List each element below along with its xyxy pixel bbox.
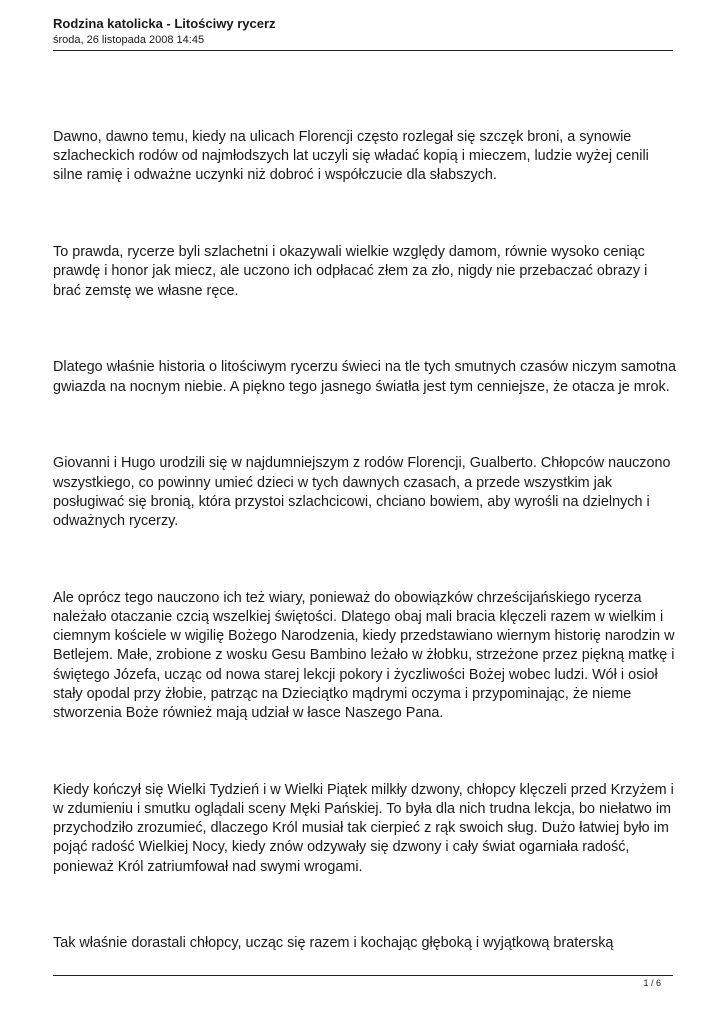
page-number: 1 / 6 bbox=[643, 978, 661, 988]
paragraph: Kiedy kończył się Wielki Tydzień i w Wielki Piątek milkły dzwony, chłopcy klęczeli przed Krzyżem i w zdumieniu i smutku oglądali sceny Męki Pańskiej. To była dla nich trudna lekcja, bo niełatwo im przychodziło zrozumieć, dlaczego Król musiał tak cierpieć z rąk swoich sług. Dużo łatwiej było im pojąć radość Wielkiej Nocy, kiedy znów odzywały się dzwony i cały świat ogarniała radość, ponieważ Król zatriumfował nad swymi wrogami. bbox=[53, 781, 674, 875]
footer-divider bbox=[53, 975, 673, 976]
header-divider bbox=[53, 50, 673, 51]
page-header bbox=[53, 16, 673, 47]
paragraph: To prawda, rycerze byli szlachetni i okazywali wielkie względy damom, równie wysoko ceniąc prawdę i honor jak miecz, ale uczono ich odpłacać złem za zło, nigdy nie przebaczać obrazy i brać zemstę we własne ręce. bbox=[53, 244, 648, 299]
document-title: Rodzina katolicka - Litościwy rycerz bbox=[53, 16, 276, 31]
document-body bbox=[53, 128, 678, 1011]
paragraph: Tak właśnie dorastali chłopcy, ucząc się razem i kochając głęboką i wyjątkową braterską bbox=[53, 935, 614, 952]
paragraph: Giovanni i Hugo urodzili się w najdumniejszym z rodów Florencji, Gualberto. Chłopców nauczono wszystkiego, co powinny umieć dzieci w tych dawnych czasach, a przede wszystkim jak posługiwać się bronią, która przystoi szlachcicowi, chciano bowiem, aby wyrośli na dzielnych i odważnych rycerzy. bbox=[53, 455, 671, 530]
paragraph: Dawno, dawno temu, kiedy na ulicach Florencji często rozlegał się szczęk broni, a synowie szlacheckich rodów od najmłodszych lat uczyli się władać kopią i mieczem, ludzie wyżej cenili silne ramię i odważne uczynki niż dobroć i współczucie dla słabszych. bbox=[53, 129, 649, 184]
paragraph: Dlatego właśnie historia o litościwym rycerzu świeci na tle tych smutnych czasów niczym samotna gwiazda na nocnym niebie. A piękno tego jasnego światła jest tym cenniejsze, że otacza je mrok. bbox=[53, 359, 677, 395]
document-date: środa, 26 listopada 2008 14:45 bbox=[53, 34, 205, 46]
paragraph: Ale oprócz tego nauczono ich też wiary, ponieważ do obowiązków chrześcijańskiego rycerza należało otaczanie czcią wszelkiej świętości. Dlatego obaj mali bracia klęczeli razem w wielkim i ciemnym kościele w wigilię Bożego Narodzenia, kiedy przedstawiano wiernym historię narodzin w Betlejem. Małe, zrobione z wosku Gesu Bambino leżało w żłobku, strzeżone przez piękną matkę i świętego Józefa, ucząc od nowa starej lekcji pokory i życzliwości Bożej wobec ludzi. Wół i osioł stały opodal przy żłobie, patrząc na Dzieciątko mądrymi oczyma i przypominając, że nieme stworzenia Boże również mają udział w łasce Naszego Pana. bbox=[53, 589, 675, 722]
